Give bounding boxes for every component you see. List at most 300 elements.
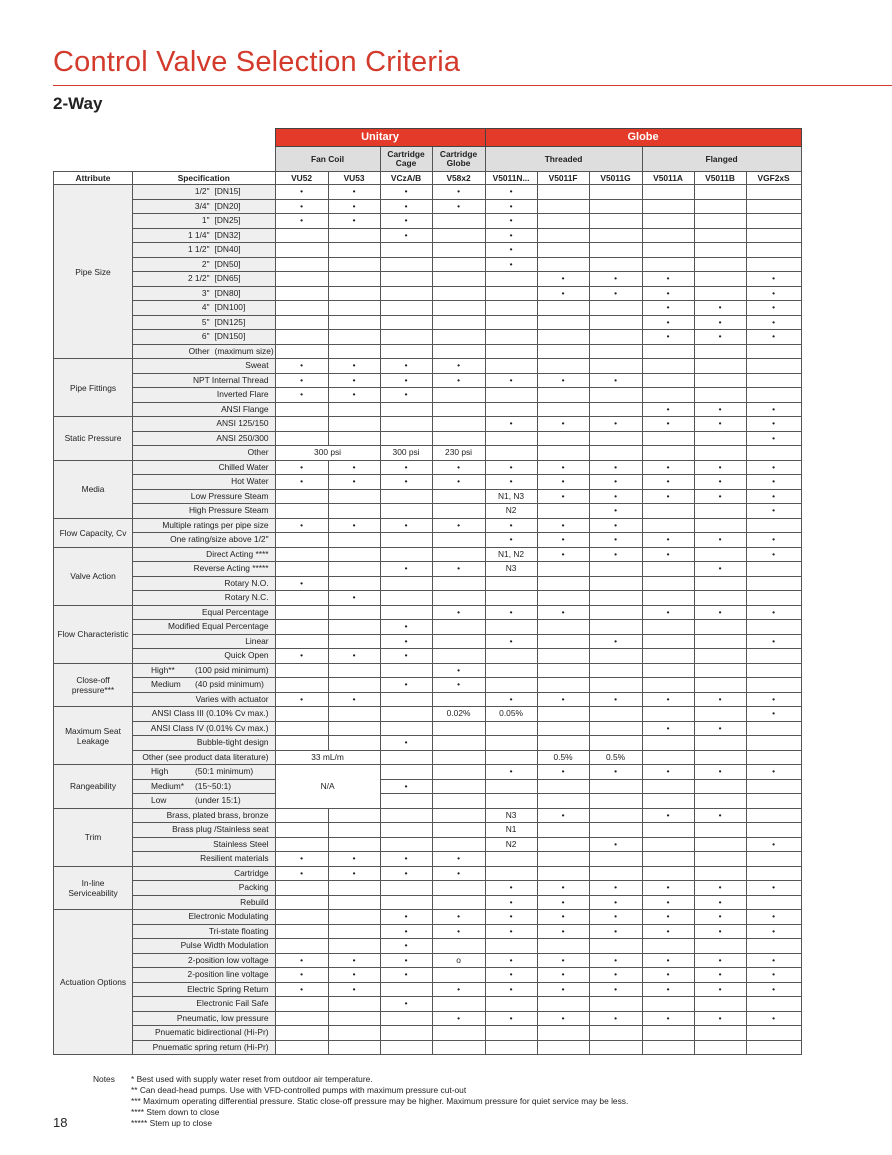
value-cell — [485, 663, 537, 678]
table-row — [54, 692, 802, 707]
value-cell — [642, 243, 694, 258]
value-cell — [537, 243, 589, 258]
value-cell — [537, 1040, 589, 1055]
value-cell — [380, 895, 432, 910]
value-cell: • — [589, 692, 642, 707]
value-cell — [275, 417, 328, 432]
value-cell: • — [746, 475, 801, 490]
value-cell: • — [432, 982, 485, 997]
value-cell — [537, 620, 589, 635]
value-cell — [380, 402, 432, 417]
value-cell: • — [537, 373, 589, 388]
value-cell: • — [485, 982, 537, 997]
value-cell — [275, 678, 328, 693]
spec-size: 5" — [201, 316, 210, 327]
value-cell: • — [589, 489, 642, 504]
value-cell: 0.5% — [537, 750, 589, 765]
value-cell — [275, 808, 328, 823]
value-cell — [694, 997, 746, 1012]
value-cell — [537, 562, 589, 577]
value-cell: • — [537, 518, 589, 533]
value-cell — [275, 591, 328, 606]
specification-cell: ANSI 125/150 — [133, 417, 276, 432]
value-cell — [589, 402, 642, 417]
attribute-cell: Trim — [54, 808, 133, 866]
section-subtitle: 2-Way — [53, 94, 103, 113]
value-cell — [589, 330, 642, 345]
value-cell — [589, 721, 642, 736]
value-cell: • — [694, 881, 746, 896]
value-cell: • — [746, 417, 801, 432]
value-cell: • — [537, 895, 589, 910]
value-cell: • — [589, 286, 642, 301]
specification-cell: Brass, plated brass, bronze — [133, 808, 276, 823]
value-cell — [328, 924, 380, 939]
value-cell — [537, 663, 589, 678]
value-cell — [642, 678, 694, 693]
value-cell: • — [275, 692, 328, 707]
value-cell — [746, 939, 801, 954]
value-cell — [589, 707, 642, 722]
value-cell — [642, 1040, 694, 1055]
value-cell: • — [432, 199, 485, 214]
value-cell — [746, 794, 801, 809]
value-cell: • — [642, 301, 694, 316]
value-cell: • — [485, 968, 537, 983]
value-cell: • — [328, 185, 380, 200]
value-cell — [642, 620, 694, 635]
value-cell: • — [746, 533, 801, 548]
value-cell: • — [432, 475, 485, 490]
value-cell: • — [642, 808, 694, 823]
value-cell: • — [746, 1011, 801, 1026]
value-cell: • — [380, 562, 432, 577]
spec-size: 3/4" — [194, 200, 210, 211]
value-cell — [589, 359, 642, 374]
value-cell: • — [328, 518, 380, 533]
value-cell — [275, 257, 328, 272]
value-cell: • — [275, 953, 328, 968]
value-cell — [589, 257, 642, 272]
value-cell — [589, 388, 642, 403]
value-cell: • — [589, 881, 642, 896]
value-cell: • — [746, 272, 801, 287]
value-cell — [537, 837, 589, 852]
page-number: 18 — [53, 1115, 68, 1130]
spec-dn: [DN32] — [214, 229, 241, 240]
value-cell: • — [485, 518, 537, 533]
value-cell — [746, 446, 801, 461]
value-cell — [746, 1040, 801, 1055]
specification-cell: Stainless Steel — [133, 837, 276, 852]
table-row — [54, 620, 802, 635]
value-cell — [380, 431, 432, 446]
value-cell — [589, 779, 642, 794]
specification-cell: NPT Internal Thread — [133, 373, 276, 388]
value-cell: • — [746, 547, 801, 562]
value-cell — [485, 1026, 537, 1041]
value-cell: • — [485, 1011, 537, 1026]
value-cell: • — [485, 765, 537, 780]
value-cell — [328, 678, 380, 693]
table-row — [54, 359, 802, 374]
value-cell — [432, 997, 485, 1012]
value-cell — [746, 721, 801, 736]
value-cell: • — [589, 634, 642, 649]
value-cell — [328, 243, 380, 258]
value-cell — [380, 982, 432, 997]
value-cell — [380, 272, 432, 287]
value-cell — [589, 446, 642, 461]
value-cell — [328, 402, 380, 417]
table-row — [54, 1011, 802, 1026]
header-model: VGF2xS — [746, 172, 801, 185]
value-cell — [328, 1011, 380, 1026]
value-cell — [275, 315, 328, 330]
spec-size: 1/2" — [194, 186, 210, 197]
value-cell: • — [380, 388, 432, 403]
value-cell: • — [432, 852, 485, 867]
value-cell — [432, 765, 485, 780]
value-cell — [275, 431, 328, 446]
value-cell — [746, 576, 801, 591]
value-cell: • — [432, 924, 485, 939]
value-cell — [694, 736, 746, 751]
value-cell — [642, 373, 694, 388]
value-cell — [589, 199, 642, 214]
spec-dn: [DN100] — [214, 302, 246, 313]
table-row — [54, 1040, 802, 1055]
header-model: V58x2 — [432, 172, 485, 185]
value-cell — [380, 1026, 432, 1041]
value-cell — [537, 997, 589, 1012]
value-cell: • — [746, 707, 801, 722]
value-cell: • — [380, 359, 432, 374]
value-cell: • — [589, 953, 642, 968]
attribute-cell: Pipe Fittings — [54, 359, 133, 417]
value-cell: • — [275, 373, 328, 388]
value-cell — [694, 852, 746, 867]
value-cell — [432, 431, 485, 446]
value-cell: • — [746, 330, 801, 345]
value-cell: • — [694, 895, 746, 910]
value-cell — [485, 649, 537, 664]
value-cell: • — [746, 402, 801, 417]
value-cell — [275, 344, 328, 359]
value-cell: • — [642, 605, 694, 620]
spec-range: (15~50:1) — [195, 780, 232, 791]
value-cell — [275, 243, 328, 258]
value-cell: • — [746, 837, 801, 852]
value-cell: • — [694, 692, 746, 707]
value-cell — [485, 794, 537, 809]
value-cell — [642, 939, 694, 954]
specification-cell: Inverted Flare — [133, 388, 276, 403]
value-cell — [275, 489, 328, 504]
value-cell: N1, N2 — [485, 547, 537, 562]
value-cell — [485, 750, 537, 765]
value-cell: • — [328, 953, 380, 968]
table-row — [54, 518, 802, 533]
value-cell — [642, 504, 694, 519]
header-model: VU52 — [275, 172, 328, 185]
table-row — [54, 997, 802, 1012]
value-cell — [432, 736, 485, 751]
value-cell — [746, 228, 801, 243]
value-cell — [432, 330, 485, 345]
value-cell: o — [432, 953, 485, 968]
value-cell: • — [694, 765, 746, 780]
value-cell — [642, 779, 694, 794]
value-cell — [328, 663, 380, 678]
value-cell — [694, 431, 746, 446]
value-cell — [328, 939, 380, 954]
specification-cell: Rotary N.O. — [133, 576, 276, 591]
value-cell: • — [694, 1011, 746, 1026]
value-cell — [537, 1026, 589, 1041]
value-cell: • — [537, 910, 589, 925]
value-cell: • — [485, 199, 537, 214]
value-cell: • — [746, 431, 801, 446]
value-cell — [328, 504, 380, 519]
value-cell: • — [694, 924, 746, 939]
table-row — [54, 678, 802, 693]
value-cell — [432, 721, 485, 736]
value-cell: • — [380, 678, 432, 693]
header-model: V5011B — [694, 172, 746, 185]
value-cell — [694, 1026, 746, 1041]
value-cell — [746, 808, 801, 823]
value-cell — [432, 620, 485, 635]
value-cell — [485, 997, 537, 1012]
spec-size: 1 1/2" — [187, 244, 210, 255]
value-cell — [328, 1040, 380, 1055]
value-cell — [485, 431, 537, 446]
selection-table-wrap — [53, 128, 802, 1055]
spec-size: 6" — [201, 331, 210, 342]
value-cell — [642, 562, 694, 577]
value-cell: • — [380, 968, 432, 983]
value-cell: • — [485, 475, 537, 490]
specification-cell: 2-position low voltage — [133, 953, 276, 968]
specification-cell — [133, 243, 276, 258]
specification-cell: Low Pressure Steam — [133, 489, 276, 504]
specification-cell: Rebuild — [133, 895, 276, 910]
table-row — [54, 910, 802, 925]
specification-cell: ANSI Flange — [133, 402, 276, 417]
value-cell: • — [694, 605, 746, 620]
value-cell — [275, 286, 328, 301]
value-cell — [537, 228, 589, 243]
value-cell: 0.02% — [432, 707, 485, 722]
value-cell — [746, 373, 801, 388]
value-cell — [642, 1026, 694, 1041]
selection-table — [53, 128, 802, 1055]
value-cell: • — [485, 460, 537, 475]
value-cell: • — [589, 504, 642, 519]
value-cell — [694, 388, 746, 403]
value-cell: • — [694, 402, 746, 417]
header-model: V5011A — [642, 172, 694, 185]
value-cell — [432, 272, 485, 287]
value-cell: • — [746, 315, 801, 330]
value-cell — [746, 663, 801, 678]
value-cell: • — [694, 953, 746, 968]
value-cell — [485, 736, 537, 751]
table-row — [54, 605, 802, 620]
value-cell: • — [694, 910, 746, 925]
value-cell — [328, 315, 380, 330]
value-cell — [694, 243, 746, 258]
specification-cell — [133, 199, 276, 214]
value-cell — [746, 214, 801, 229]
value-cell — [380, 417, 432, 432]
value-cell: • — [275, 576, 328, 591]
value-cell — [328, 286, 380, 301]
specification-cell: ANSI Class III (0.10% Cv max.) — [133, 707, 276, 722]
spec-dn: [DN15] — [214, 186, 241, 197]
value-cell — [642, 707, 694, 722]
value-cell — [380, 315, 432, 330]
value-cell: • — [275, 968, 328, 983]
value-cell: • — [537, 417, 589, 432]
value-cell: • — [328, 692, 380, 707]
table-row — [54, 808, 802, 823]
value-cell: • — [485, 881, 537, 896]
value-cell — [328, 272, 380, 287]
value-cell: • — [589, 373, 642, 388]
value-cell — [537, 823, 589, 838]
value-cell — [589, 228, 642, 243]
value-cell: • — [642, 910, 694, 925]
value-cell — [275, 837, 328, 852]
value-cell — [642, 446, 694, 461]
value-cell — [642, 359, 694, 374]
value-cell: • — [694, 968, 746, 983]
value-cell — [694, 707, 746, 722]
value-cell — [746, 736, 801, 751]
value-cell — [746, 257, 801, 272]
specification-cell: Varies with actuator — [133, 692, 276, 707]
value-cell: • — [380, 924, 432, 939]
value-cell — [275, 504, 328, 519]
value-cell — [275, 562, 328, 577]
value-cell: • — [275, 649, 328, 664]
value-cell: • — [432, 185, 485, 200]
value-cell — [432, 591, 485, 606]
table-row — [54, 228, 802, 243]
value-cell: • — [642, 881, 694, 896]
value-cell — [694, 591, 746, 606]
value-cell — [328, 997, 380, 1012]
value-cell — [589, 866, 642, 881]
value-cell: • — [537, 968, 589, 983]
value-cell — [589, 1026, 642, 1041]
value-cell — [485, 721, 537, 736]
value-cell-merged: 300 psi — [275, 446, 380, 461]
value-cell: • — [432, 359, 485, 374]
value-cell — [328, 707, 380, 722]
table-row — [54, 765, 802, 780]
value-cell — [537, 649, 589, 664]
attribute-cell: Media — [54, 460, 133, 518]
value-cell: • — [642, 272, 694, 287]
value-cell: • — [746, 460, 801, 475]
specification-cell: Electric Spring Return — [133, 982, 276, 997]
value-cell — [432, 794, 485, 809]
value-cell: • — [485, 605, 537, 620]
value-cell: • — [746, 504, 801, 519]
value-cell — [642, 257, 694, 272]
spec-range: (40 psid minimum) — [195, 679, 264, 690]
value-cell: • — [432, 518, 485, 533]
value-cell — [432, 634, 485, 649]
value-cell — [275, 533, 328, 548]
value-cell — [746, 852, 801, 867]
value-cell: • — [380, 910, 432, 925]
value-cell — [432, 228, 485, 243]
value-cell — [537, 866, 589, 881]
header-model-row — [54, 172, 802, 185]
value-cell — [589, 562, 642, 577]
spec-size: 2" — [201, 258, 210, 269]
value-cell: • — [485, 533, 537, 548]
value-cell: • — [746, 924, 801, 939]
spec-dn: [DN25] — [214, 215, 241, 226]
value-cell: N3 — [485, 808, 537, 823]
value-cell: • — [537, 982, 589, 997]
header-group-unitary: Unitary — [275, 129, 485, 147]
value-cell: • — [328, 982, 380, 997]
value-cell: • — [642, 721, 694, 736]
value-cell — [275, 721, 328, 736]
value-cell — [328, 562, 380, 577]
value-cell: • — [380, 475, 432, 490]
specification-cell: Hot Water — [133, 475, 276, 490]
value-cell: • — [694, 460, 746, 475]
spec-dn: [DN125] — [214, 316, 246, 327]
value-cell: • — [589, 417, 642, 432]
value-cell: N2 — [485, 504, 537, 519]
table-row — [54, 794, 802, 809]
value-cell — [694, 794, 746, 809]
value-cell — [432, 576, 485, 591]
value-cell — [328, 721, 380, 736]
value-cell: • — [328, 460, 380, 475]
table-row — [54, 344, 802, 359]
value-cell — [694, 823, 746, 838]
value-cell — [275, 402, 328, 417]
value-cell — [328, 576, 380, 591]
header-model: VCzA/B — [380, 172, 432, 185]
spec-size: 2 1/2" — [187, 273, 210, 284]
value-cell — [275, 634, 328, 649]
value-cell — [328, 620, 380, 635]
value-cell: • — [275, 852, 328, 867]
value-cell — [589, 997, 642, 1012]
value-cell — [275, 939, 328, 954]
value-cell: • — [589, 982, 642, 997]
value-cell — [694, 257, 746, 272]
value-cell: • — [589, 837, 642, 852]
specification-cell: Rotary N.C. — [133, 591, 276, 606]
specification-cell — [133, 301, 276, 316]
value-cell: • — [380, 460, 432, 475]
table-row — [54, 779, 802, 794]
value-cell — [746, 344, 801, 359]
value-cell: • — [746, 953, 801, 968]
table-row — [54, 199, 802, 214]
